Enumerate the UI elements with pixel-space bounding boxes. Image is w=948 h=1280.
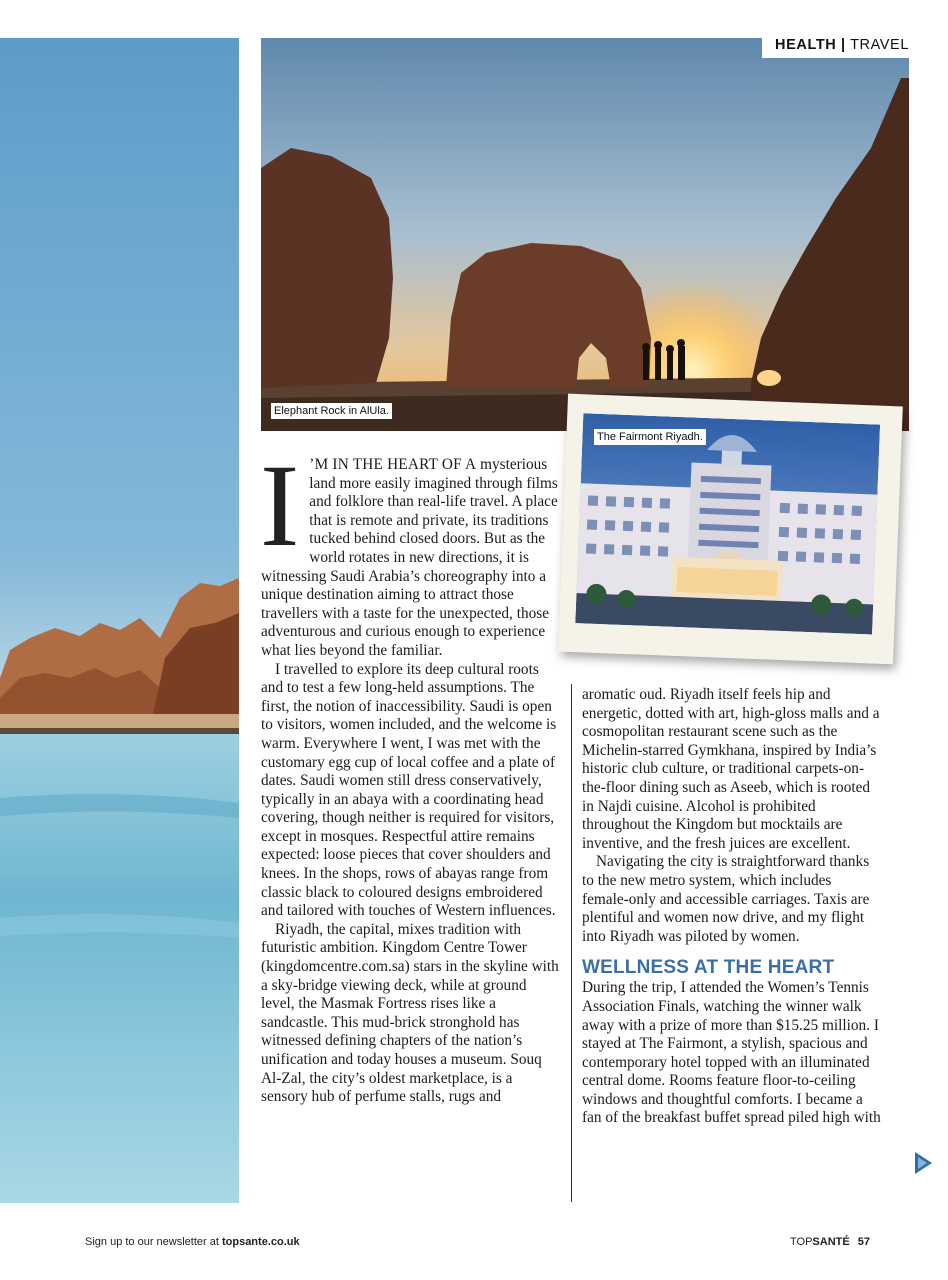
- article-paragraph: During the trip, I attended the Women’s Tennis Association Finals, watching the winner walk away with a prize of more than $15.25 million. I stayed at The Fairmont, a stylish, spacious and contemporary hotel topped with an illuminated central dome. Rooms feature floor-to-ceiling windows and thoughtful comforts. I became a fan of the breakfast buffet spread piled high with: [582, 979, 881, 1127]
- footer-newsletter: [85, 1236, 300, 1248]
- brand-prefix: TOP: [790, 1236, 813, 1248]
- elephant-rock-photo: [261, 38, 909, 431]
- footer-page-info: [790, 1236, 870, 1248]
- article-paragraph: Riyadh, the capital, mixes tradition with futuristic ambition. Kingdom Centre Tower (kingdomcentre.com.sa) stars in the skyline with a sky-bridge viewing deck, while at ground level, the Masmak Fortress rises like a sandcastle. This mud-brick stronghold has witnessed defining chapters of the nation’s unification and today houses a museum. Souq Al-Zal, the city’s oldest marketplace, is a sensory hub of perfume stalls, rugs and: [261, 920, 559, 1106]
- article-paragraph: Navigating the city is straightforward thanks to the new metro system, which includes female-only and accessible carriages. Taxis are plentiful and women now drive, and my flight into Riyadh was piloted by women.: [582, 853, 870, 945]
- article-column-1: [260, 440, 560, 1107]
- article-paragraph: I travelled to explore its deep cultural roots and to test a few long-held assumptions. The first, the notion of inaccessibility. Saudi is open to visitors, women included, and the welcome is warm. Everywhere I went, I was met with the customary egg cup of local coffee and a plate of dates. Saudi women still dress conservatively, typically in an abaya with a coordinating head covering, though neither is required for visitors, except in mosques. Respectful attire remains expected: loose pieces that cover shoulders and knees. In the shops, rows of abayas range from classic black to coloured designs embroidered and tailored with touches of Western influences.: [261, 660, 557, 920]
- drop-cap: I: [260, 440, 300, 571]
- article-intro-caps: ’M IN THE HEART OF A: [309, 456, 477, 473]
- triangle-arrow-icon[interactable]: [912, 1150, 934, 1176]
- column-divider: [571, 684, 572, 1202]
- article-paragraph: [260, 440, 560, 661]
- fairmont-hotel-photo: [575, 413, 880, 634]
- article-paragraph: aromatic oud. Riyadh itself feels hip and energetic, dotted with art, high-gloss malls and a cosmopolitan restaurant scene such as the Michelin-starred Gymkhana, inspired by India’s historic club culture, or traditional carpets-on-the-floor dining such as Aseeb, which is rooted in Najdi cuisine. Alcohol is prohibited throughout the Kingdom but mocktails are inventive, and the fresh juices are excellent.: [582, 686, 880, 852]
- newsletter-prefix: Sign up to our newsletter at: [85, 1236, 222, 1248]
- resort-pool-photo: [0, 38, 239, 1203]
- article-column-2: [582, 686, 881, 1128]
- section-secondary: TRAVEL: [850, 37, 909, 53]
- newsletter-link[interactable]: topsante.co.uk: [221, 1236, 300, 1248]
- section-primary: HEALTH: [775, 37, 837, 53]
- brand-name: SANTÉ: [812, 1236, 850, 1248]
- section-subheading: WELLNESS AT THE HEART: [582, 957, 835, 979]
- page-number: 57: [857, 1236, 870, 1248]
- photo-caption-elephant-rock: Elephant Rock in AlUla.: [271, 403, 392, 419]
- photo-caption-fairmont: The Fairmont Riyadh.: [594, 429, 706, 445]
- article-intro-text: mysterious land more easily imagined through films and folklore than real-life travel. A place that is remote and private, its traditions tucked behind closed doors. But as the world rotates in new directions, it is witnessing Saudi Arabia’s choreography into a unique destination aiming to attract those travellers with a taste for the unexpected, those adventurous and curious enough to experience what lies beyond the familiar.: [261, 456, 558, 659]
- section-label: [762, 33, 909, 58]
- section-separator: |: [841, 37, 846, 53]
